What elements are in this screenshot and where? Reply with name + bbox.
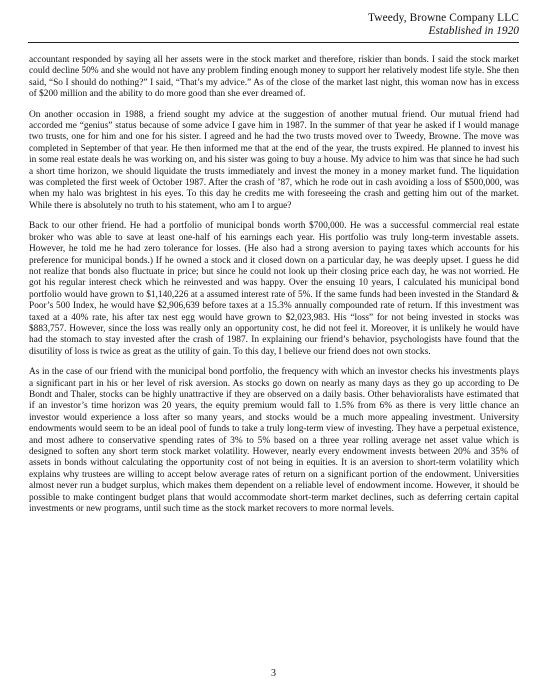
body-text bbox=[29, 55, 519, 524]
firm-name: Tweedy, Browne Company LLC bbox=[367, 12, 519, 24]
page-header bbox=[368, 12, 519, 38]
paragraph-1: accountant responded by saying all her assets were in the stock market and therefore, riskier than bonds. I said the stock market could decline 50% and she would not have any problem finding enough money to support her relatively modest life style. She then said, “So I should do nothing?” I said, “That’s my advice.” As of the close of the market last night, this woman now has in excess of $200 million and the ability to do more good than she ever dreamed of. bbox=[29, 55, 519, 100]
paragraph-4: As in the case of our friend with the municipal bond portfolio, the frequency with which an investor checks his investments plays a significant part in his or her level of risk aversion. As stocks go down on nearly as many days as they go up according to De Bondt and Thaler, stocks can be highly unattractive if they are observed on a daily basis. Other behavioralists have estimated that if an investor’s time horizon was 20 years, the equity premium would fall to 1.5% from 6% as there is very little chance an investor would experience a loss after so many years, and stocks would be a much more appealing investment. University endowments would seem to be an ideal pool of funds to take a truly long-term view of investing. They have a perpetual existence, and most adhere to conservative spending rates of 3% to 5% based on a three year rolling average net asset value which is designed to soften any short term stock market volatility. However, nearly every endowment invests between 20% and 35% of assets in bonds without calculating the opportunity cost of not being in equities. It is an aversion to short-term volatility which explains why trustees are willing to accept below average rates of return on a significant portion of the endowment. Universities almost never run a budget surplus, which makes them dependent on a reliable level of endowment income. However, it should be possible to make contingent budget plans that would accommodate short-term market declines, such as deferring certain capital investments or new programs, until such time as the stock market recovers to more normal levels. bbox=[29, 367, 519, 515]
page-number: 3 bbox=[271, 668, 276, 679]
established-line: Established in 1920 bbox=[428, 25, 519, 37]
header-rule bbox=[28, 42, 519, 43]
paragraph-3: Back to our other friend. He had a portfolio of municipal bonds worth $700,000. He was a successful commercial real estate broker who was able to save at least one-half of his earnings each year. His portfolio was truly long-term investable assets. However, he told me he had zero tolerance for losses. (He also had a strong aversion to paying taxes which accounts for his preference for municipal bonds.) If he owned a stock and it closed down on a particular day, he was deeply upset. I guess he did not realize that bonds also fluctuate in price; but since he could not look up their closing price each day, he was not worried. He got his regular interest check which he reinvested and was happy. Over the ensuing 10 years, I calculated his municipal bond portfolio would have grown to $1,140,226 at a assumed interest rate of 5%. If the same funds had been invested in the Standard & Poor’s 500 Index, he would have $2,906,639 before taxes at a 15.3% annually compounded rate of return. If this investment was taxed at a 40% rate, his after tax nest egg would have grown to $2,023,983. His “loss” for not being invested in stocks was $883,757. However, since the loss was really only an opportunity cost, he did not feel it. Moreover, it is unlikely he would have had the stomach to stay invested after the crash of 1987. In explaining our friend’s behavior, psychologists have found that the disutility of loss is twice as great as the utility of gain. To this day, I believe our friend does not own stocks. bbox=[29, 221, 519, 357]
paragraph-2: On another occasion in 1988, a friend sought my advice at the suggestion of another mutual friend. Our mutual friend had accorded me “genius” status because of some advice I gave him in 1987. In the summer of that year he asked if I would manage two trusts, one for him and one for his sister. I agreed and he had the two trusts moved over to Tweedy, Browne. The move was completed in September of that year. He then informed me that at the end of the year, the trusts expired. He planned to invest his in some real estate deals he was working on, and his sister was going to buy a house. My advice to him was that since he had such a short time horizon, we should liquidate the trusts immediately and invest the money in a money market fund. The liquidation was completed the first week of October 1987. After the crash of ’87, which he rode out in cash avoiding a loss of $500,000, was when my halo was brightest in his eyes. To this day he credits me with foreseeing the crash and getting him out of the market. While there is absolutely no truth to his statement, who am I to argue? bbox=[29, 109, 519, 211]
